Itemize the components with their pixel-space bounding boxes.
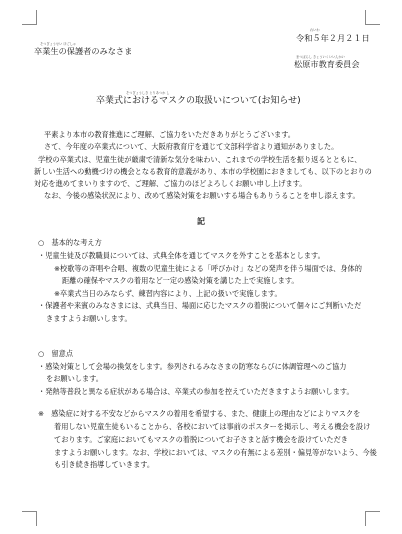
- date-ruby: れいわ: [310, 28, 320, 32]
- policy-line: ・児童生徒及び教職員については、式典全体を通じてマスクを外すことを基本とします。: [38, 251, 325, 260]
- policy-line: きますようお願いします。: [46, 314, 132, 323]
- section-heading-notes: ○ 留意点: [38, 349, 74, 358]
- intro-line: さて、今年度の卒業式について、大阪府教育庁を通じて文部科学省より通知がありました。: [44, 142, 339, 151]
- sender-ruby: まつばらし きょういくいいんかい: [296, 55, 345, 59]
- note-line: ※ 感染症に対する不安などからマスクの着用を希望する、また、健康上の理由などによりマスクを: [38, 409, 361, 418]
- intro-line: なお、今後の感染状況により、改めて感染対策をお願いする場合もありうることを申し添えます。: [44, 191, 360, 200]
- intro-line: 対応を進めてまいりますので、ご理解、ご協力のほどよろしくお願い申し上げます。: [34, 179, 307, 188]
- crop-mark-bottom-left: [22, 511, 37, 526]
- crop-mark-bottom-right: [365, 511, 380, 526]
- note-line: ますようお願いします。なお、学校においては、マスクの有無による差別・偏見等がないよう、今後: [54, 448, 377, 457]
- note-line: も引き続き指導していきます。: [54, 460, 155, 469]
- notes-line: ・感染対策として会場の換気をします。参列されるみなさまの防寒ならびに体調管理へのご協力: [38, 362, 347, 371]
- crop-mark-top-left: [22, 10, 37, 25]
- policy-line: ・保護者や来賓のみなさまには、式典当日、場面に応じたマスクの着脱について個々にご判断いただ: [38, 301, 362, 310]
- policy-line: 距離の確保やマスクの着用など一定の感染対策を講じた上で実施します。: [62, 276, 299, 285]
- document-title: 卒業式におけるマスクの取扱いについて(お知らせ): [96, 96, 301, 106]
- note-line: ております。ご家庭においてもマスクの着脱についてお子さまと話す機会を設けていただき: [54, 435, 348, 444]
- policy-line: ※校歌等の斉唱や合唱、複数の児童生徒による「呼びかけ」などの発声を伴う場面では、身体的: [54, 264, 362, 273]
- notes-line: をお願いします。: [46, 374, 103, 383]
- notes-line: ・発熱等普段と異なる症状がある場合は、卒業式の参加を控えていただきますようお願いします。: [38, 387, 354, 396]
- crop-mark-top-right: [365, 10, 380, 25]
- addressee-ruby: そつぎょうせい ほごしゃ: [40, 42, 77, 46]
- note-line: 着用しない児童生徒もいることから、各校においては事前のポスターを掲示し、考える機会を設け: [54, 422, 371, 431]
- addressee: 卒業生の保護者のみなさま: [34, 46, 133, 56]
- title-ruby: そつぎょうしき とりあつか し: [126, 91, 170, 95]
- ki-heading: 記: [197, 217, 205, 226]
- sender: 松原市教育委員会: [294, 59, 360, 69]
- intro-line: 平素より本市の教育推進にご理解、ご協力をいただきありがとうございます。: [44, 130, 295, 139]
- document-date: 令和５年２月２１日: [296, 33, 370, 43]
- intro-line: 新しい生活への動機づけの機会となる教育的意義があり、本市の学校園におきましても、以下のとおりの: [34, 167, 372, 176]
- intro-line: 学校の卒業式は、児童生徒が厳粛で清新な気分を味わい、これまでの学校生活を振り返るとともに、: [38, 155, 362, 164]
- section-heading-basic: ○ 基本的な考え方: [38, 238, 102, 247]
- policy-line: ※卒業式当日のみならず、練習内容により、上記の扱いで実施します。: [54, 289, 282, 298]
